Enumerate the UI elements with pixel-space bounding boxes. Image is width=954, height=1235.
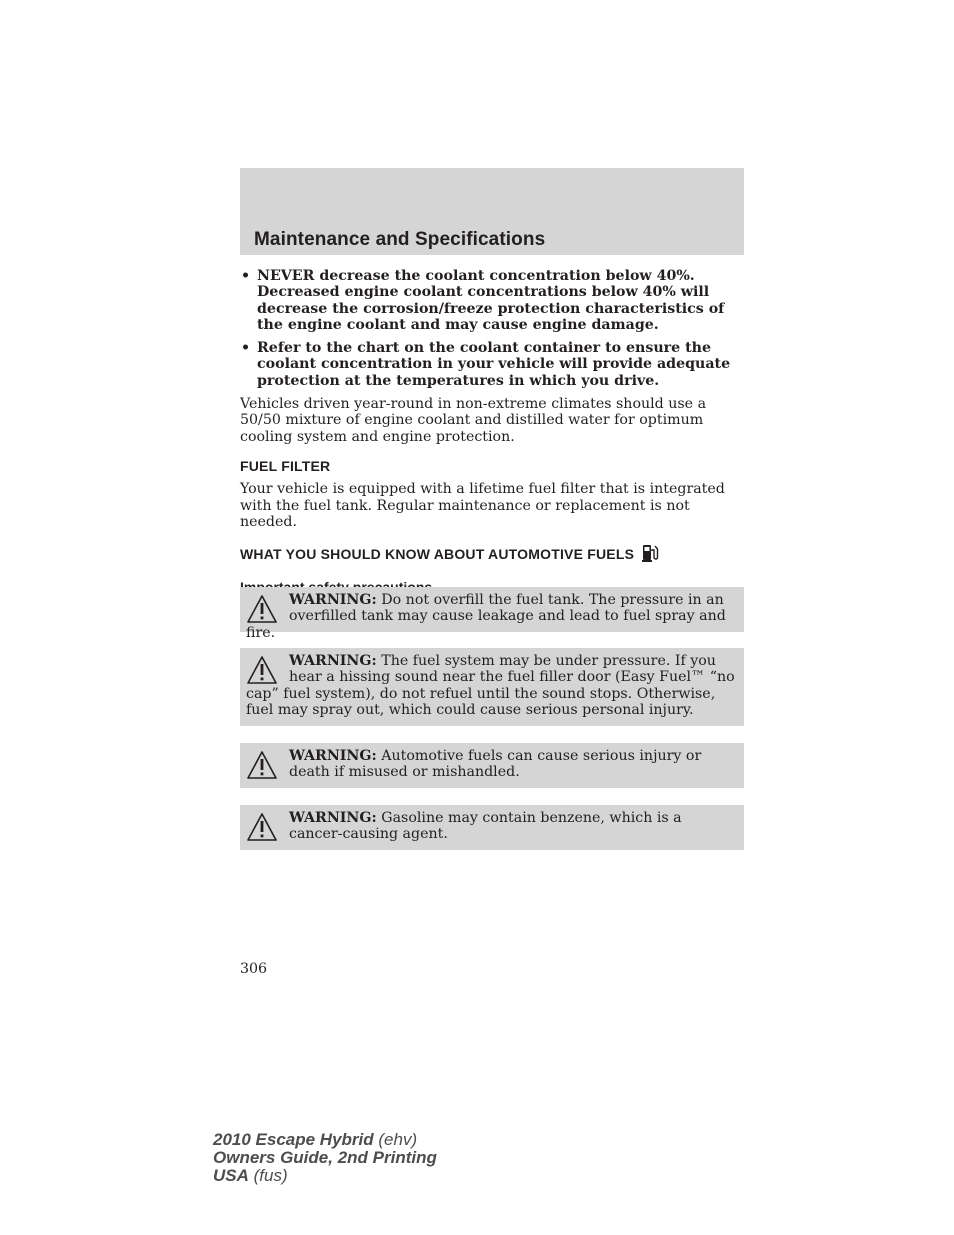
warning-text: Automotive fuels can cause serious injury or death if misused or mishandled. [289, 748, 702, 781]
footer-line-1 [213, 1131, 437, 1149]
footer-line-2: Owners Guide, 2nd Printing [213, 1148, 437, 1167]
bullet-item [240, 340, 744, 389]
warning-label: WARNING: [289, 748, 377, 764]
warning-box [240, 805, 744, 850]
warning-text: Gasoline may contain benzene, which is a cancer-causing agent. [289, 810, 682, 843]
warning-text: The fuel system may be under pressure. If you hear a hissing sound near the fuel filler door (Easy Fuel™ “no cap” fuel system), do not refuel until the sound stops. Otherwise, fuel may spray out, which could cause serious personal injury. [246, 653, 735, 718]
footer-model: 2010 Escape Hybrid [213, 1130, 374, 1149]
footer-model-code: (ehv) [373, 1130, 418, 1149]
fuel-filter-paragraph: Your vehicle is equipped with a lifetime fuel filter that is integrated with the fuel tank. Regular maintenance or replacement is not needed. [240, 481, 725, 530]
automotive-fuels-heading [240, 543, 744, 566]
fuel-filter-heading: FUEL FILTER [240, 457, 331, 474]
bullet-item [240, 268, 744, 333]
warning-box [240, 743, 744, 788]
warning-label: WARNING: [289, 592, 377, 608]
warning-box [240, 587, 744, 641]
warning-box [240, 648, 744, 726]
coolant-paragraph: Vehicles driven year-round in non-extreme climates should use a 50/50 mixture of engine coolant and distilled water for optimum cooling system and engine protection. [240, 396, 707, 445]
bullet-text: Refer to the chart on the coolant container to ensure the coolant concentration in your vehicle will provide adequate protection at the temperatures in which you drive. [257, 340, 731, 389]
warning-text: Do not overfill the fuel tank. The pressure in an overfilled tank may cause leakage and lead to fuel spray and fire. [246, 592, 726, 641]
warning-label: WARNING: [289, 810, 377, 826]
warning-triangle-icon [246, 812, 278, 842]
document-footer [213, 1131, 437, 1185]
footer-line-3 [213, 1167, 437, 1185]
bullet-symbol: • [241, 340, 251, 357]
footer-market: USA [213, 1166, 249, 1185]
warning-triangle-icon [246, 750, 278, 780]
section-title: Maintenance and Specifications [254, 229, 546, 250]
warning-triangle-icon [246, 594, 278, 624]
main-content [240, 268, 744, 605]
section-header-band [240, 168, 744, 255]
footer-market-code: (fus) [248, 1166, 288, 1185]
bullet-text: NEVER decrease the coolant concentration below 40%. Decreased engine coolant concentrations below 40% will decrease the corrosion/freeze protection characteristics of the engine coolant and may cause engine damage. [257, 268, 725, 333]
automotive-fuels-heading-text: WHAT YOU SHOULD KNOW ABOUT AUTOMOTIVE FUELS [240, 546, 635, 563]
fuel-pump-icon [641, 543, 659, 566]
page-number: 306 [240, 961, 268, 977]
bullet-symbol: • [241, 268, 251, 284]
warning-label: WARNING: [289, 653, 377, 669]
warning-triangle-icon [246, 655, 278, 685]
